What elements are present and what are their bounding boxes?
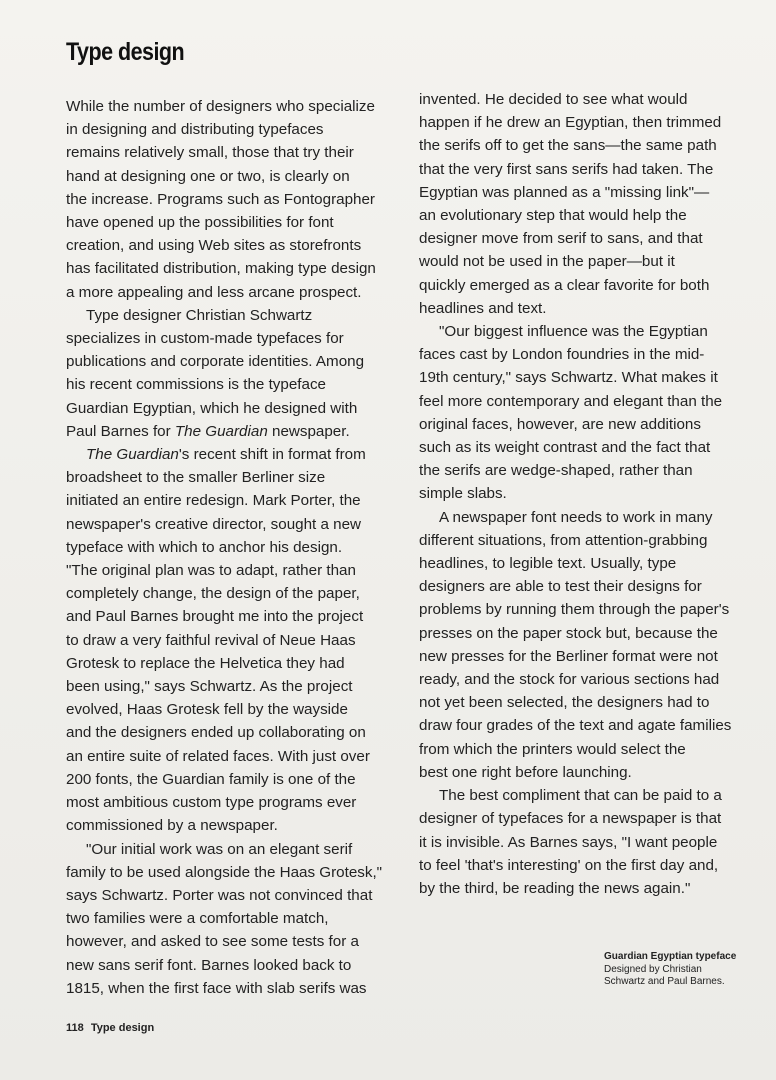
text-line: specializes in custom-made typefaces for xyxy=(66,330,344,348)
text-line: the increase. Programs such as Fontographer xyxy=(66,190,375,208)
text-line: designers are able to test their designs for xyxy=(419,578,702,596)
text-line: different situations, from attention-grabbing xyxy=(419,531,708,549)
right-column xyxy=(419,88,747,900)
text-line: the serifs off to get the sans—the same path xyxy=(419,137,717,155)
text-line: simple slabs. xyxy=(419,485,507,503)
text-line: and the designers ended up collaborating on xyxy=(66,724,366,742)
text-line: initiated an entire redesign. Mark Porter, the xyxy=(66,492,361,510)
paragraph xyxy=(419,784,747,900)
paragraph xyxy=(419,320,747,506)
text-line: designer move from serif to sans, and that xyxy=(419,230,703,248)
text-line: best one right before launching. xyxy=(419,763,632,781)
text-line: The best compliment that can be paid to a xyxy=(439,787,722,805)
text-line: two families were a comfortable match, xyxy=(66,910,329,928)
text-line: have opened up the possibilities for font xyxy=(66,214,334,232)
text-line: 1815, when the first face with slab serifs was xyxy=(66,979,367,997)
text-line: quickly emerged as a clear favorite for both xyxy=(419,276,710,294)
text-line: newspaper's creative director, sought a new xyxy=(66,515,361,533)
text-line: by the third, be reading the news again." xyxy=(419,879,691,897)
text-line: 200 fonts, the Guardian family is one of the xyxy=(66,770,356,788)
text-line: publications and corporate identities. Among xyxy=(66,353,365,371)
text-line: completely change, the design of the paper, xyxy=(66,585,360,603)
paragraph xyxy=(66,95,384,304)
text-line: an evolutionary step that would help the xyxy=(419,207,687,225)
text-line: would not be used in the paper—but it xyxy=(419,253,675,271)
text-line: A newspaper font needs to work in many xyxy=(439,508,713,526)
caption-line: Designed by Christian xyxy=(604,963,702,975)
text-line: problems by running them through the paper's xyxy=(419,601,730,619)
paragraph xyxy=(66,838,384,1000)
text-line: "Our initial work was on an elegant serif xyxy=(86,840,353,858)
text-fragment: newspaper. xyxy=(267,422,350,440)
text-line: to draw a very faithful revival of Neue Haas xyxy=(66,631,356,649)
paragraph xyxy=(419,506,747,784)
left-column xyxy=(66,95,384,1000)
text-line: new sans serif font. Barnes looked back to xyxy=(66,956,352,974)
text-line: Guardian Egyptian, which he designed with xyxy=(66,399,358,417)
text-line: that the very first sans serifs had taken. The xyxy=(419,160,714,178)
text-line: new presses for the Berliner format were not xyxy=(419,647,718,665)
text-line: designer of typefaces for a newspaper is that xyxy=(419,810,722,828)
text-line: draw four grades of the text and agate families xyxy=(419,717,732,735)
page-title: Type design xyxy=(66,38,185,66)
text-line: a more appealing and less arcane prospect. xyxy=(66,283,362,301)
paragraph xyxy=(419,88,747,320)
text-line: While the number of designers who specialize xyxy=(66,98,375,115)
text-fragment: Paul Barnes for xyxy=(66,422,175,440)
text-line: most ambitious custom type programs ever xyxy=(66,794,357,812)
text-line: been using," says Schwartz. As the project xyxy=(66,678,353,696)
text-line: from which the printers would select the xyxy=(419,740,686,758)
text-line: presses on the paper stock but, because the xyxy=(419,624,718,642)
text-line: family to be used alongside the Haas Grotesk," xyxy=(66,863,383,881)
text-line: broadsheet to the smaller Berliner size xyxy=(66,469,326,487)
text-line: typeface with which to anchor his design. xyxy=(66,538,343,556)
text-line: feel more contemporary and elegant than the xyxy=(419,392,723,410)
text-line: "Our biggest influence was the Egyptian xyxy=(439,323,708,341)
text-line: has facilitated distribution, making type design xyxy=(66,260,376,278)
text-line: and Paul Barnes brought me into the project xyxy=(66,608,364,626)
text-line: ready, and the stock for various sections had xyxy=(419,671,720,689)
running-footer-title: Type design xyxy=(90,1022,155,1034)
text-line: however, and asked to see some tests for a xyxy=(66,933,359,951)
text-line: original faces, however, are new additions xyxy=(419,415,701,433)
text-line: in designing and distributing typefaces xyxy=(66,121,324,139)
text-line: to feel 'that's interesting' on the first day and, xyxy=(419,856,719,874)
text-line: faces cast by London foundries in the mid- xyxy=(419,346,705,364)
publication-name: The Guardian xyxy=(174,422,268,440)
text-line: invented. He decided to see what would xyxy=(419,91,688,108)
page-number: 118 xyxy=(66,1022,84,1034)
paragraph xyxy=(66,304,384,443)
text-line: his recent commissions is the typeface xyxy=(66,376,326,394)
caption-line: Schwartz and Paul Barnes. xyxy=(604,976,725,987)
text-line: Type designer Christian Schwartz xyxy=(86,306,313,324)
text-line: an entire suite of related faces. With just over xyxy=(66,747,370,765)
figure-caption xyxy=(604,951,754,989)
text-line: commissioned by a newspaper. xyxy=(66,817,278,835)
text-line: such as its weight contrast and the fact that xyxy=(419,439,711,457)
text-line: Grotesk to replace the Helvetica they had xyxy=(66,654,345,672)
text-line: headlines and text. xyxy=(419,299,547,317)
text-line: 19th century," says Schwartz. What makes it xyxy=(419,369,718,387)
text-line: says Schwartz. Porter was not convinced that xyxy=(66,886,373,904)
page-footer xyxy=(66,1022,154,1034)
text-line xyxy=(66,443,384,466)
publication-name: The Guardian xyxy=(86,446,179,464)
text-line: not yet been selected, the designers had to xyxy=(419,694,710,712)
text-line: Egyptian was planned as a "missing link"— xyxy=(419,183,710,201)
text-line: evolved, Haas Grotesk fell by the wayside xyxy=(66,701,348,719)
caption-title: Guardian Egyptian typeface xyxy=(604,951,737,962)
text-line xyxy=(66,420,384,443)
text-line: headlines, to legible text. Usually, type xyxy=(419,555,677,573)
text-line: it is invisible. As Barnes says, "I want people xyxy=(419,833,718,851)
paragraph xyxy=(66,443,384,837)
text-line: "The original plan was to adapt, rather than xyxy=(66,562,356,580)
text-line: the serifs are wedge-shaped, rather than xyxy=(419,462,693,480)
text-line: happen if he drew an Egyptian, then trimmed xyxy=(419,114,722,132)
text-line: creation, and using Web sites as storefronts xyxy=(66,237,362,255)
text-line: hand at designing one or two, is clearly on xyxy=(66,167,350,185)
text-line: remains relatively small, those that try their xyxy=(66,144,354,162)
text-fragment: 's recent shift in format from xyxy=(178,446,366,464)
